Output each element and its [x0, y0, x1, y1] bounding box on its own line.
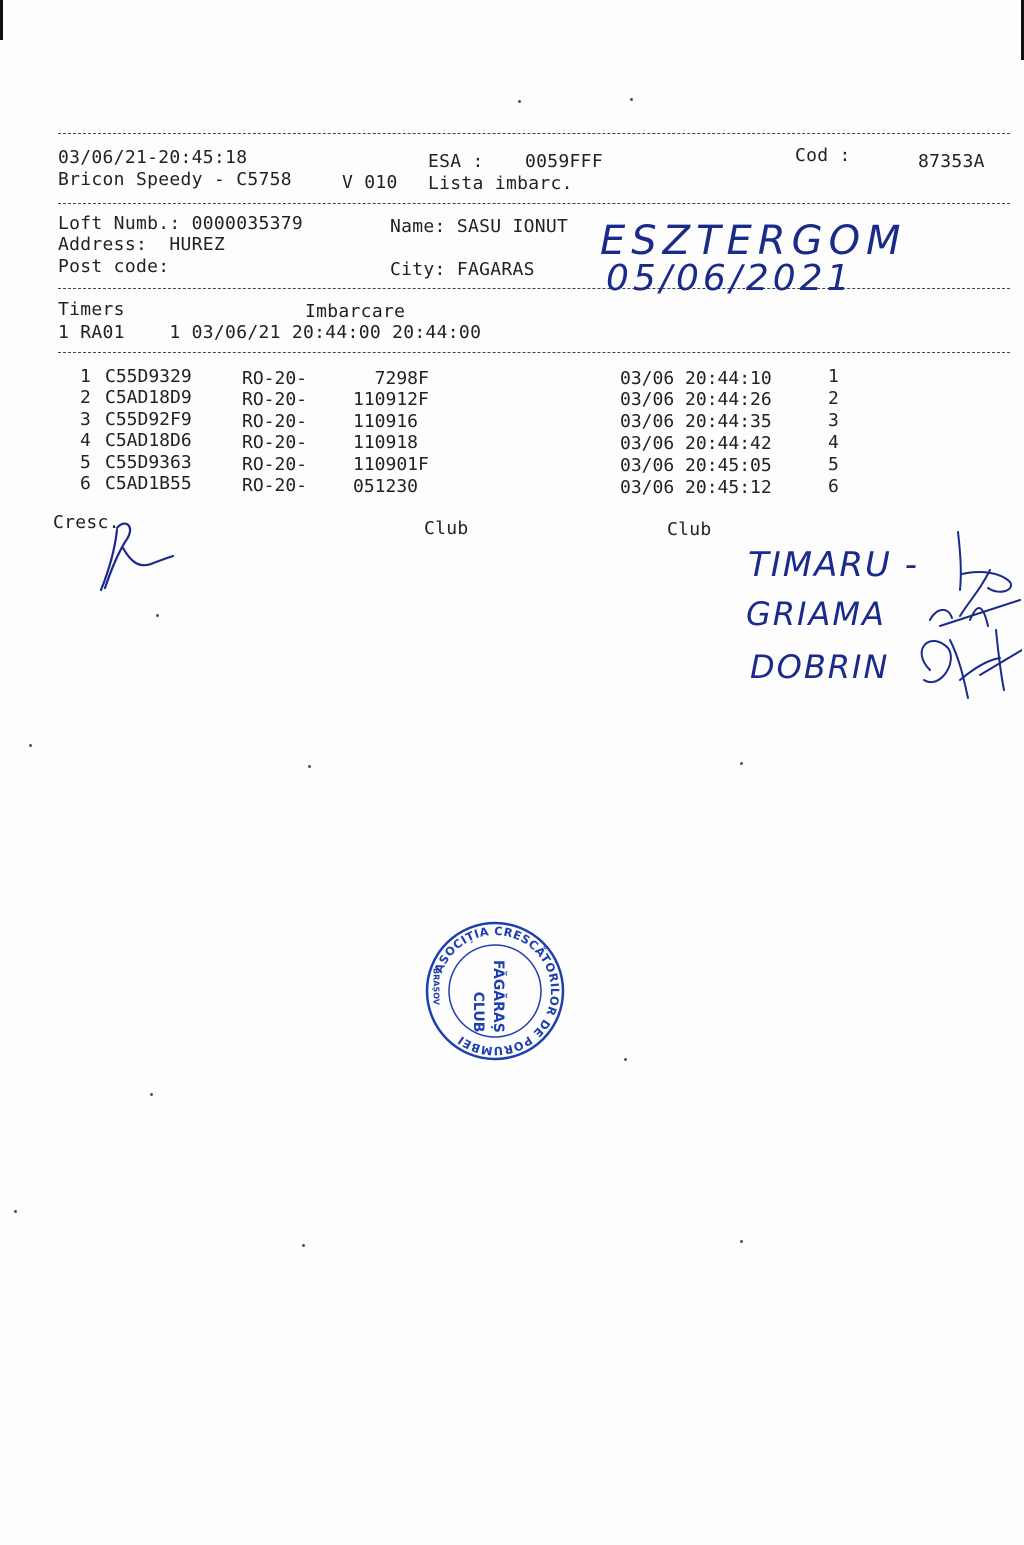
scan-speck	[624, 1058, 627, 1061]
timers-label: Timers	[58, 299, 125, 320]
scan-speck	[150, 1093, 153, 1096]
position: 6	[828, 476, 839, 497]
scan-speck	[740, 762, 743, 765]
timer-line: 1 RA01 1 03/06/21 20:44:00 20:44:00	[58, 322, 482, 343]
chip-id: C55D9329	[105, 366, 192, 387]
row-number: 2	[80, 387, 91, 408]
handwritten-name-3: DOBRIN	[750, 648, 890, 686]
fancier-name: Name: SASU IONUT	[390, 216, 569, 237]
chip-id: C55D92F9	[105, 409, 192, 430]
ring-prefix: RO-20-	[242, 368, 308, 389]
chip-id: C5AD18D6	[105, 430, 192, 451]
stamp-center-town: FĂGĂRAȘ	[490, 960, 506, 1033]
position: 5	[828, 454, 839, 475]
position: 3	[828, 410, 839, 431]
stamp-left-text: BRAȘOV	[431, 968, 441, 1005]
row-number: 5	[80, 452, 91, 473]
ring-number: 051230	[353, 476, 419, 497]
cod-value: 87353A	[918, 151, 985, 172]
handwritten-race-date: 05/06/2021	[606, 258, 854, 299]
post-code: Post code:	[58, 256, 170, 277]
scan-speck	[29, 744, 32, 747]
handwritten-race-place: ESZTERGOM	[600, 218, 907, 264]
cod-label: Cod :	[795, 145, 851, 166]
arrival-time: 03/06 20:44:42	[620, 433, 772, 454]
print-datetime: 03/06/21-20:45:18	[58, 147, 248, 168]
imbarcare-label: Imbarcare	[305, 301, 406, 322]
list-title: Lista imbarc.	[428, 173, 573, 194]
esa-label: ESA :	[428, 151, 484, 172]
scan-speck	[518, 100, 521, 103]
ring-number: 7298F	[353, 368, 429, 389]
ring-number: 110901F	[353, 454, 429, 475]
club-label-1: Club	[424, 518, 469, 539]
handwritten-name-1: TIMARU -	[748, 545, 932, 585]
position: 2	[828, 388, 839, 409]
scan-speck	[630, 98, 633, 101]
cresc-label: Cresc.	[53, 512, 120, 533]
row-number: 3	[80, 409, 91, 430]
address: Address: HUREZ	[58, 234, 226, 255]
version: V 010	[342, 172, 398, 193]
scan-speck	[156, 614, 159, 617]
scan-speck	[302, 1244, 305, 1247]
handwritten-name-2: GRIAMA	[746, 595, 886, 633]
chip-id: C5AD18D9	[105, 387, 192, 408]
ring-prefix: RO-20-	[242, 454, 308, 475]
fancier-signature	[95, 518, 185, 598]
separator-header	[58, 203, 1010, 204]
club-label-2: Club	[667, 519, 712, 540]
separator-timers	[58, 352, 1010, 353]
loft-number: Loft Numb.: 0000035379	[58, 213, 304, 234]
row-number: 1	[80, 366, 91, 387]
device-name: Bricon Speedy - C5758	[58, 169, 292, 190]
chip-id: C5AD1B55	[105, 473, 192, 494]
stamp-center-club: CLUB	[470, 991, 486, 1033]
ring-number: 110912F	[353, 389, 429, 410]
arrival-time: 03/06 20:44:26	[620, 389, 772, 410]
ring-number: 110916	[353, 411, 419, 432]
arrival-time: 03/06 20:44:10	[620, 368, 772, 389]
ring-prefix: RO-20-	[242, 411, 308, 432]
city: City: FAGARAS	[390, 259, 535, 280]
separator-top	[58, 133, 1010, 134]
club-signatures	[900, 530, 1022, 705]
row-number: 4	[80, 430, 91, 451]
arrival-time: 03/06 20:45:12	[620, 477, 772, 498]
arrival-time: 03/06 20:44:35	[620, 411, 772, 432]
ring-number: 110918	[353, 432, 419, 453]
club-stamp	[424, 920, 566, 1062]
stamp-outer-text: ASOCIȚIA CRESCĂTORILOR DE PORUMBEI	[431, 923, 563, 1059]
scan-edge-left	[0, 0, 3, 40]
scan-speck	[14, 1210, 17, 1213]
scan-speck	[740, 1240, 743, 1243]
position: 4	[828, 432, 839, 453]
esa-value: 0059FFF	[525, 151, 603, 172]
separator-loft	[58, 288, 1010, 289]
scan-speck	[308, 765, 311, 768]
arrival-time: 03/06 20:45:05	[620, 455, 772, 476]
ring-prefix: RO-20-	[242, 389, 308, 410]
position: 1	[828, 366, 839, 387]
ring-prefix: RO-20-	[242, 475, 308, 496]
ring-prefix: RO-20-	[242, 432, 308, 453]
chip-id: C55D9363	[105, 452, 192, 473]
row-number: 6	[80, 473, 91, 494]
